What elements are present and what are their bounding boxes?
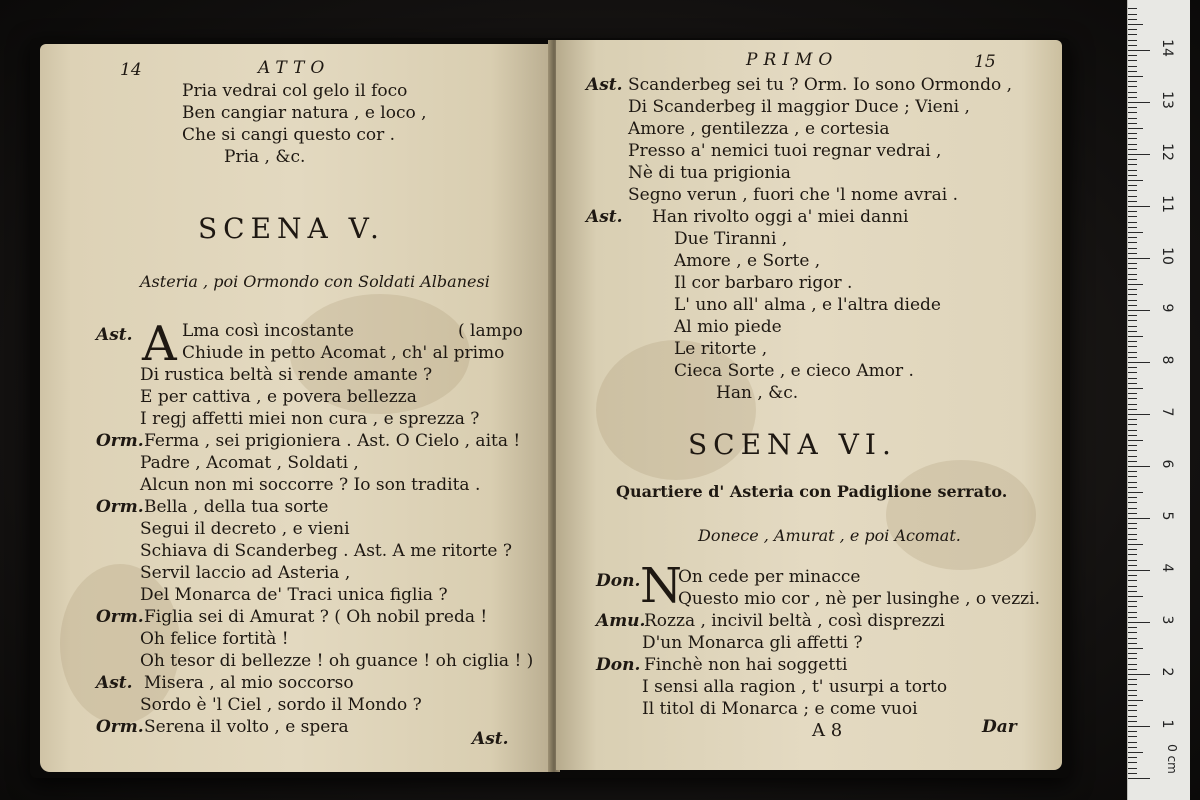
verse-line: Che si cangi questo cor . — [182, 125, 396, 145]
ruler-tick — [1128, 242, 1137, 243]
scene-title-right: SCENA VI. — [688, 428, 897, 461]
ruler-tick — [1128, 248, 1137, 249]
dialogue-line-turnover: ( lampo — [458, 321, 523, 341]
ruler-tick — [1128, 580, 1137, 581]
ruler-tick — [1128, 476, 1137, 477]
dialogue-line: Serena il volto , e spera — [144, 717, 349, 737]
ruler-tick — [1128, 768, 1137, 769]
speaker-label: Amu. — [596, 611, 646, 631]
ruler-number: 1 — [1159, 719, 1175, 729]
dialogue-line: On cede per minacce — [678, 567, 861, 587]
ruler-tick — [1128, 409, 1137, 410]
ruler-tick — [1128, 710, 1137, 711]
ruler-tick — [1128, 736, 1137, 737]
ruler-tick — [1128, 565, 1137, 566]
verse-line: Pria , &c. — [224, 147, 306, 167]
aria-line: Al mio piede — [674, 317, 782, 337]
ruler-tick — [1128, 544, 1143, 545]
ruler-tick — [1128, 258, 1150, 259]
ruler-tick — [1128, 643, 1137, 644]
ruler-tick — [1128, 742, 1137, 743]
dialogue-line: Han rivolto oggi a' miei danni — [652, 207, 909, 227]
ruler-tick — [1128, 357, 1137, 358]
dialogue-line: Di Scanderbeg il maggior Duce ; Vieni , — [628, 97, 970, 117]
ruler-tick — [1128, 664, 1137, 665]
ruler-tick — [1128, 461, 1137, 462]
dialogue-line: Di rustica beltà si rende amante ? — [140, 365, 433, 385]
ruler-tick — [1128, 268, 1137, 269]
ruler-tick — [1128, 227, 1137, 228]
aria-line: Cieca Sorte , e cieco Amor . — [674, 361, 914, 381]
ruler-number: 9 — [1159, 303, 1175, 313]
left-page — [40, 44, 552, 772]
dialogue-line: Bella , della tua sorte — [144, 497, 329, 517]
ruler-number: 6 — [1159, 459, 1175, 469]
speaker-label: Orm. — [96, 497, 144, 517]
ruler-tick — [1128, 14, 1137, 15]
dialogue-line: E per cattiva , e povera bellezza — [140, 387, 417, 407]
dialogue-line: Finchè non hai soggetti — [644, 655, 848, 675]
ruler-tick — [1128, 575, 1137, 576]
ruler-tick — [1128, 372, 1137, 373]
ruler-tick — [1128, 180, 1143, 181]
page-number-left: 14 — [120, 60, 142, 80]
ruler-tick — [1128, 149, 1137, 150]
verse-line: Pria vedrai col gelo il foco — [182, 81, 408, 101]
measuring-ruler — [1127, 0, 1190, 800]
ruler-tick — [1128, 653, 1137, 654]
dialogue-line: Alcun non mi soccorre ? Io son tradita . — [140, 475, 481, 495]
ruler-tick — [1128, 66, 1137, 67]
running-header-right: PRIMO — [746, 50, 839, 70]
ruler-tick — [1128, 690, 1137, 691]
ruler-tick — [1128, 539, 1137, 540]
ruler-tick — [1128, 97, 1137, 98]
ruler-tick — [1128, 305, 1137, 306]
page-number-right: 15 — [974, 52, 996, 72]
ruler-tick — [1128, 206, 1150, 207]
ruler-tick — [1128, 331, 1137, 332]
ruler-tick — [1128, 773, 1137, 774]
ruler-tick — [1128, 471, 1137, 472]
ruler-tick — [1128, 50, 1150, 51]
dialogue-line: Chiude in petto Acomat , ch' al primo — [182, 343, 505, 363]
ruler-tick — [1128, 586, 1137, 587]
ruler-tick — [1128, 294, 1137, 295]
ruler-tick — [1128, 518, 1150, 519]
ruler-tick — [1128, 55, 1137, 56]
ruler-tick — [1128, 378, 1137, 379]
ruler-tick — [1128, 45, 1137, 46]
ruler-tick — [1128, 284, 1143, 285]
ruler-tick — [1128, 747, 1137, 748]
ruler-tick — [1128, 638, 1137, 639]
ruler-tick — [1128, 170, 1137, 171]
ruler-tick — [1128, 367, 1137, 368]
ruler-tick — [1128, 601, 1137, 602]
ruler-number: 10 — [1159, 247, 1175, 265]
ruler-tick — [1128, 497, 1137, 498]
ruler-tick — [1128, 414, 1150, 415]
ruler-tick — [1128, 71, 1137, 72]
ruler-tick — [1128, 591, 1137, 592]
ruler-tick — [1128, 404, 1137, 405]
dialogue-line: D'un Monarca gli affetti ? — [642, 633, 863, 653]
ruler-tick — [1128, 508, 1137, 509]
ruler-tick — [1128, 346, 1137, 347]
ruler-tick — [1128, 274, 1137, 275]
ruler-tick — [1128, 513, 1137, 514]
catchword-left: Ast. — [472, 729, 509, 749]
ruler-tick — [1128, 8, 1137, 9]
ruler-tick — [1128, 658, 1137, 659]
ruler-tick — [1128, 398, 1137, 399]
ruler-tick — [1128, 128, 1143, 129]
dialogue-line: Segno verun , fuori che 'l nome avrai . — [628, 185, 958, 205]
ruler-tick — [1128, 300, 1137, 301]
ruler-number: 3 — [1159, 615, 1175, 625]
ruler-tick — [1128, 716, 1137, 717]
ruler-tick — [1128, 107, 1137, 108]
ruler-tick — [1128, 419, 1137, 420]
speaker-label: Orm. — [96, 607, 144, 627]
ruler-tick — [1128, 778, 1150, 779]
ruler-tick — [1128, 19, 1137, 20]
ruler-tick — [1128, 196, 1137, 197]
ruler-tick — [1128, 606, 1137, 607]
ruler-tick — [1128, 534, 1137, 535]
aria-line: Il cor barbaro rigor . — [674, 273, 853, 293]
speaker-label: Ast. — [96, 325, 133, 345]
ruler-tick — [1128, 159, 1137, 160]
ruler-number: 13 — [1159, 91, 1175, 109]
dialogue-line: Rozza , incivil beltà , così disprezzi — [644, 611, 945, 631]
ruler-tick — [1128, 222, 1137, 223]
dialogue-line: Segui il decreto , e vieni — [140, 519, 350, 539]
drop-cap-left: A — [142, 316, 177, 372]
ruler-tick — [1128, 560, 1137, 561]
ruler-tick — [1128, 492, 1143, 493]
ruler-tick — [1128, 133, 1137, 134]
ruler-tick — [1128, 40, 1137, 41]
speaker-label: Ast. — [586, 75, 623, 95]
ruler-tick — [1128, 92, 1137, 93]
ruler-tick — [1128, 393, 1137, 394]
ruler-tick — [1128, 700, 1143, 701]
ruler-tick — [1128, 752, 1143, 753]
ruler-number: 5 — [1159, 511, 1175, 521]
ruler-tick — [1128, 201, 1137, 202]
speaker-label: Don. — [596, 655, 641, 675]
dialogue-line: Oh felice fortità ! — [140, 629, 289, 649]
aria-line: L' uno all' alma , e l'altra diede — [674, 295, 941, 315]
dialogue-line: Del Monarca de' Traci unica figlia ? — [140, 585, 448, 605]
dialogue-line: Presso a' nemici tuoi regnar vedrai , — [628, 141, 942, 161]
ruler-number: 11 — [1159, 195, 1175, 213]
cast-list-left: Asteria , poi Ormondo con Soldati Albanesi — [140, 272, 490, 291]
ruler-tick — [1128, 60, 1137, 61]
ruler-tick — [1128, 757, 1137, 758]
ruler-tick — [1128, 29, 1137, 30]
ruler-tick — [1128, 705, 1137, 706]
dialogue-line: Schiava di Scanderbeg . Ast. A me ritorte ? — [140, 541, 512, 561]
ruler-tick — [1128, 175, 1137, 176]
ruler-tick — [1128, 112, 1137, 113]
ruler-tick — [1128, 289, 1137, 290]
ruler-tick — [1128, 102, 1150, 103]
ruler-tick — [1128, 570, 1150, 571]
ruler-tick — [1128, 487, 1137, 488]
ruler-tick — [1128, 118, 1137, 119]
ruler-tick — [1128, 388, 1143, 389]
ruler-tick — [1128, 762, 1137, 763]
ruler-tick — [1128, 726, 1150, 727]
ruler-tick — [1128, 310, 1150, 311]
ruler-number: 7 — [1159, 407, 1175, 417]
ruler-tick — [1128, 211, 1137, 212]
ruler-tick — [1128, 315, 1137, 316]
aria-repeat: Han , &c. — [716, 383, 799, 403]
speaker-label: Orm. — [96, 431, 144, 451]
ruler-tick — [1128, 450, 1137, 451]
dialogue-line: Ferma , sei prigioniera . Ast. O Cielo , aita ! — [144, 431, 521, 451]
dialogue-line: Misera , al mio soccorso — [144, 673, 354, 693]
dialogue-line: Figlia sei di Amurat ? ( Oh nobil preda ! — [144, 607, 488, 627]
aria-line: Due Tiranni , — [674, 229, 788, 249]
dialogue-line: Scanderbeg sei tu ? Orm. Io sono Ormondo , — [628, 75, 1013, 95]
ruler-tick — [1128, 731, 1137, 732]
running-header-left: ATTO — [258, 58, 331, 78]
ruler-tick — [1128, 721, 1137, 722]
ruler-tick — [1128, 352, 1137, 353]
ruler-tick — [1128, 190, 1137, 191]
dialogue-line: Oh tesor di bellezze ! oh guance ! oh ciglia ! ) — [140, 651, 534, 671]
ruler-tick — [1128, 76, 1143, 77]
ruler-number: 8 — [1159, 355, 1175, 365]
dialogue-line: Questo mio cor , nè per lusinghe , o vezzi. — [678, 589, 1040, 609]
ruler-tick — [1128, 81, 1137, 82]
ruler-tick — [1128, 502, 1137, 503]
speaker-label: Don. — [596, 571, 641, 591]
paper-stain — [886, 460, 1036, 570]
ruler-tick — [1128, 320, 1137, 321]
ruler-unit-label: 0 cm — [1165, 744, 1179, 774]
drop-cap-right: N — [640, 558, 682, 614]
ruler-number: 12 — [1159, 143, 1175, 161]
ruler-tick — [1128, 466, 1150, 467]
ruler-tick — [1128, 216, 1137, 217]
ruler-number: 4 — [1159, 563, 1175, 573]
ruler-tick — [1128, 326, 1137, 327]
ruler-number: 14 — [1159, 39, 1175, 57]
ruler-tick — [1128, 138, 1137, 139]
ruler-tick — [1128, 144, 1137, 145]
ruler-tick — [1128, 612, 1137, 613]
signature-mark: A 8 — [812, 720, 843, 741]
catchword-right: Dar — [982, 717, 1017, 737]
ruler-tick — [1128, 695, 1137, 696]
ruler-tick — [1128, 684, 1137, 685]
ruler-tick — [1128, 263, 1137, 264]
aria-line: Amore , e Sorte , — [674, 251, 821, 271]
ruler-tick — [1128, 627, 1137, 628]
ruler-tick — [1128, 456, 1137, 457]
ruler-tick — [1128, 154, 1150, 155]
ruler-tick — [1128, 445, 1137, 446]
dialogue-line: Amore , gentilezza , e cortesia — [628, 119, 890, 139]
dialogue-line: Nè di tua prigionia — [628, 163, 791, 183]
ruler-tick — [1128, 424, 1137, 425]
aria-line: Le ritorte , — [674, 339, 768, 359]
speaker-label: Orm. — [96, 717, 144, 737]
ruler-tick — [1128, 617, 1137, 618]
ruler-tick — [1128, 34, 1137, 35]
ruler-tick — [1128, 341, 1137, 342]
dialogue-line: Servil laccio ad Asteria , — [140, 563, 351, 583]
ruler-tick — [1128, 185, 1137, 186]
ruler-tick — [1128, 523, 1137, 524]
cast-list-right: Donece , Amurat , e poi Acomat. — [698, 526, 961, 545]
ruler-tick — [1128, 669, 1137, 670]
ruler-tick — [1128, 596, 1143, 597]
dialogue-line: Lma così incostante — [182, 321, 354, 341]
ruler-tick — [1128, 435, 1137, 436]
ruler-tick — [1128, 549, 1137, 550]
ruler-tick — [1128, 622, 1150, 623]
ruler-tick — [1128, 632, 1137, 633]
ruler-number: 2 — [1159, 667, 1175, 677]
scene-title-left: SCENA V. — [198, 212, 385, 245]
dialogue-line: I sensi alla ragion , t' usurpi a torto — [642, 677, 948, 697]
ruler-tick — [1128, 482, 1137, 483]
dialogue-line: Padre , Acomat , Soldati , — [140, 453, 359, 473]
ruler-tick — [1128, 24, 1143, 25]
speaker-label: Ast. — [96, 673, 133, 693]
ruler-tick — [1128, 253, 1137, 254]
verse-line: Ben cangiar natura , e loco , — [182, 103, 427, 123]
ruler-tick — [1128, 86, 1137, 87]
ruler-tick — [1128, 674, 1150, 675]
speaker-label: Ast. — [586, 207, 623, 227]
ruler-tick — [1128, 362, 1150, 363]
ruler-tick — [1128, 232, 1143, 233]
right-page — [556, 40, 1062, 770]
ruler-tick — [1128, 648, 1143, 649]
dialogue-line: Sordo è 'l Ciel , sordo il Mondo ? — [140, 695, 422, 715]
ruler-tick — [1128, 336, 1143, 337]
dialogue-line: Il titol di Monarca ; e come vuoi — [642, 699, 918, 719]
scene-setting: Quartiere d' Asteria con Padiglione serrato. — [616, 482, 1008, 501]
ruler-tick — [1128, 279, 1137, 280]
ruler-tick — [1128, 440, 1143, 441]
ruler-tick — [1128, 679, 1137, 680]
ruler-tick — [1128, 237, 1137, 238]
ruler-tick — [1128, 528, 1137, 529]
ruler-tick — [1128, 383, 1137, 384]
ruler-tick — [1128, 123, 1137, 124]
dialogue-line: I regj affetti miei non cura , e sprezza ? — [140, 409, 480, 429]
ruler-tick — [1128, 164, 1137, 165]
ruler-tick — [1128, 554, 1137, 555]
ruler-tick — [1128, 430, 1137, 431]
